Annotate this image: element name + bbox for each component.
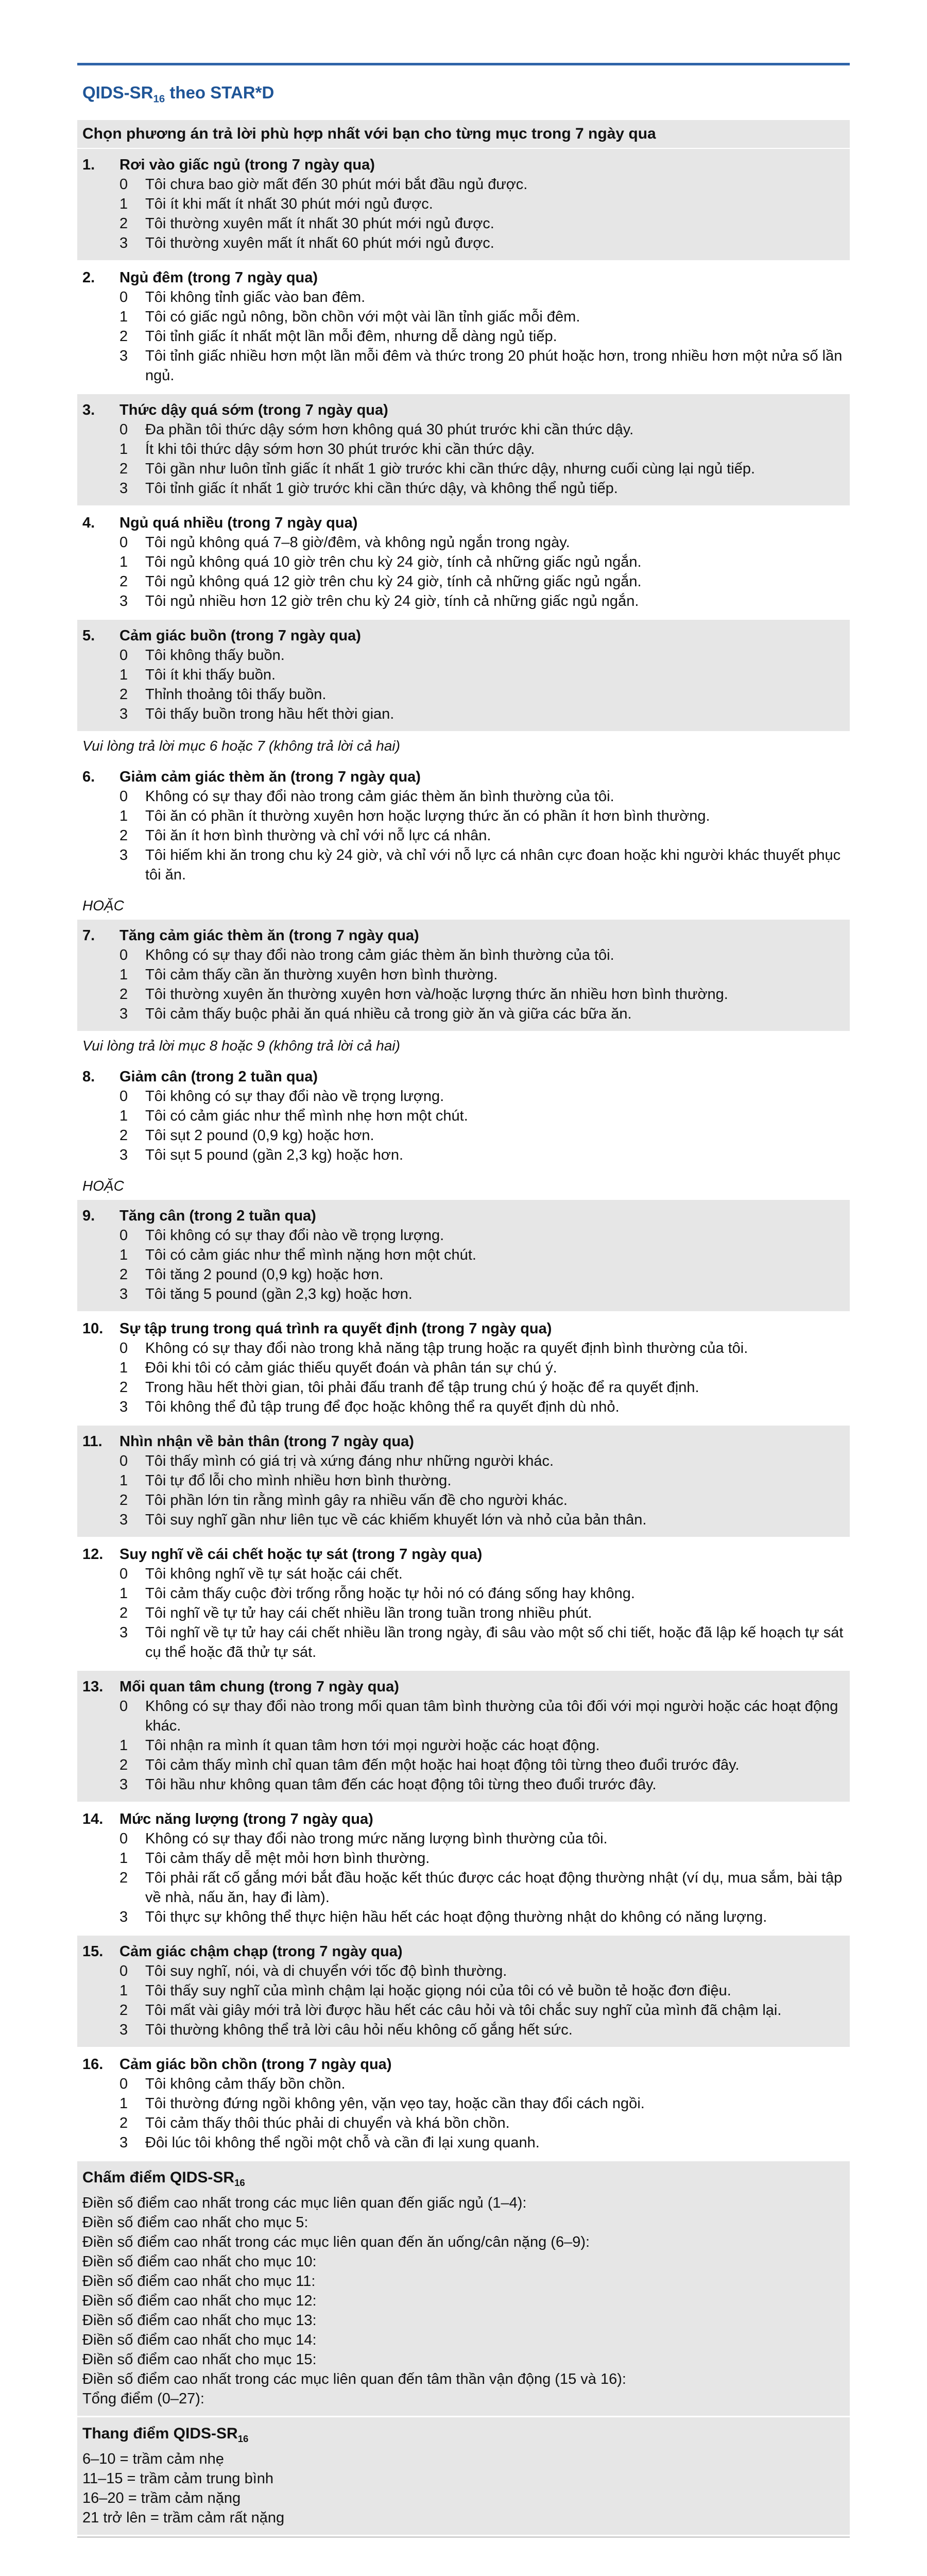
option-score: 2 [119, 1604, 128, 1621]
option-text: Tôi tăng 2 pound (0,9 kg) hoặc hơn. [145, 1266, 384, 1283]
bottom-rule [77, 2536, 850, 2538]
question-number: 6. [82, 768, 95, 785]
option-text: Tôi không nghĩ về tự sát hoặc cái chết. [145, 1565, 403, 1582]
option-score: 0 [119, 1698, 128, 1715]
answer-option [119, 826, 845, 845]
question-item [77, 394, 850, 507]
question-item [77, 1671, 850, 1803]
answer-option [119, 1584, 845, 1603]
option-score: 2 [119, 1266, 128, 1283]
option-text: Tôi cảm thấy thôi thúc phải di chuyển và khá bồn chồn. [145, 2114, 510, 2131]
answer-option [119, 2133, 845, 2153]
scoring-line: Tổng điểm (0–27): [82, 2390, 204, 2407]
option-text: Trong hầu hết thời gian, tôi phải đấu tranh để tập trung chú ý hoặc để ra quyết định. [145, 1379, 699, 1396]
answer-option [119, 2001, 845, 2020]
option-score: 3 [119, 2134, 128, 2151]
answer-option [119, 1981, 845, 2001]
option-score: 1 [119, 1107, 128, 1124]
option-text: Tôi không có sự thay đổi nào về trọng lượng. [145, 1088, 444, 1105]
answer-option [119, 985, 845, 1004]
answer-option [119, 287, 845, 307]
question-item [77, 1061, 850, 1174]
answer-option [119, 1358, 845, 1378]
answer-option [119, 1736, 845, 1755]
option-score: 0 [119, 1830, 128, 1847]
question-number: 5. [82, 627, 95, 644]
answer-option [119, 327, 845, 346]
answer-option [119, 1961, 845, 1981]
answer-option [119, 420, 845, 439]
question-title: Cảm giác chậm chạp (trong 7 ngày qua) [119, 1943, 403, 1960]
option-text: Không có sự thay đổi nào trong cảm giác thèm ăn bình thường của tôi. [145, 788, 614, 805]
option-text: Tôi ngủ không quá 7–8 giờ/đêm, và không ngủ ngắn trong ngày. [145, 534, 570, 551]
option-score: 3 [119, 234, 128, 251]
question-item [77, 2048, 850, 2161]
option-score: 2 [119, 1379, 128, 1396]
option-text: Tôi thấy buồn trong hầu hết thời gian. [145, 705, 394, 722]
answer-option [119, 806, 845, 826]
answer-option [119, 346, 845, 385]
answer-option [119, 1397, 845, 1417]
option-score: 2 [119, 827, 128, 844]
question-heading [82, 1809, 845, 1829]
scoring-line: Điền số điểm cao nhất trong các mục liên quan đến giấc ngủ (1–4): [82, 2194, 527, 2211]
question-title: Giảm cảm giác thèm ăn (trong 7 ngày qua) [119, 768, 421, 785]
option-score: 0 [119, 2075, 128, 2092]
option-text: Tôi không cảm thấy bồn chồn. [145, 2075, 346, 2092]
answer-option [119, 1907, 845, 1927]
question-item [77, 149, 850, 262]
option-text: Tôi ít khi thấy buồn. [145, 666, 276, 683]
instruction-note-8-9: Vui lòng trả lời mục 8 hoặc 9 (không trả lời cả hai) [77, 1032, 850, 1061]
option-text: Tôi ngủ không quá 12 giờ trên chu kỳ 24 giờ, tính cả những giấc ngủ ngắn. [145, 573, 642, 590]
option-text: Tôi mất vài giây mới trả lời được hầu hết các câu hỏi và tôi chắc suy nghĩ của mình đã chậm lại. [145, 2002, 782, 2019]
answer-option [119, 945, 845, 965]
question-item [77, 1538, 850, 1671]
question-heading [82, 513, 845, 533]
option-score: 0 [119, 1565, 128, 1582]
or-divider: HOẶC [77, 1174, 850, 1200]
scoring-section [77, 2161, 850, 2417]
answer-option [119, 1623, 845, 1662]
question-item [77, 1426, 850, 1538]
scale-section [77, 2417, 850, 2536]
answer-option [119, 194, 845, 214]
answer-option [119, 572, 845, 591]
option-text: Tôi sụt 5 pound (gần 2,3 kg) hoặc hơn. [145, 1146, 404, 1163]
option-text: Tôi không tỉnh giấc vào ban đêm. [145, 289, 366, 306]
answer-option [119, 591, 845, 611]
scale-lines [82, 2449, 845, 2528]
option-score: 3 [119, 1398, 128, 1415]
option-text: Tôi thường xuyên mất ít nhất 30 phút mới ngủ được. [145, 215, 494, 232]
option-score: 3 [119, 2021, 128, 2038]
question-heading [82, 1319, 845, 1338]
question-title: Nhìn nhận về bản thân (trong 7 ngày qua) [119, 1433, 414, 1450]
scale-line: 11–15 = trầm cảm trung bình [82, 2470, 274, 2487]
option-score: 1 [119, 553, 128, 570]
option-score: 0 [119, 788, 128, 805]
scoring-line: Điền số điểm cao nhất cho mục 10: [82, 2253, 317, 2270]
answer-option [119, 1775, 845, 1794]
option-text: Tôi không thể đủ tập trung để đọc hoặc không thể ra quyết định dù nhỏ. [145, 1398, 620, 1415]
question-heading [82, 926, 845, 945]
answer-option [119, 439, 845, 459]
option-text: Tôi thực sự không thể thực hiện hầu hết các hoạt động thường nhật do không có năng lượng. [145, 1908, 767, 1925]
question-item [77, 262, 850, 394]
scale-heading [82, 2424, 845, 2449]
option-score: 2 [119, 2114, 128, 2131]
question-heading [82, 1677, 845, 1697]
answer-option [119, 685, 845, 704]
question-title: Giảm cân (trong 2 tuần qua) [119, 1068, 318, 1085]
option-text: Tôi tỉnh giấc ít nhất một lần mỗi đêm, nhưng dễ dàng ngủ tiếp. [145, 328, 557, 345]
option-score: 3 [119, 1285, 128, 1302]
option-score: 2 [119, 460, 128, 477]
option-score: 1 [119, 308, 128, 325]
answer-option [119, 1490, 845, 1510]
question-heading [82, 268, 845, 287]
option-score: 3 [119, 347, 128, 364]
answer-option [119, 1378, 845, 1397]
option-score: 1 [119, 440, 128, 457]
option-text: Tôi thường xuyên ăn thường xuyên hơn và/hoặc lượng thức ăn nhiều hơn bình thường. [145, 986, 728, 1003]
option-score: 3 [119, 1776, 128, 1793]
option-score: 1 [119, 2095, 128, 2112]
option-text: Tôi hiếm khi ăn trong chu kỳ 24 giờ, và chỉ với nỗ lực cá nhân cực đoan hoặc khi người khác thuyết phục tôi ăn. [145, 846, 841, 883]
question-heading [82, 1545, 845, 1564]
question-number: 12. [82, 1546, 104, 1563]
document-title [77, 65, 850, 119]
answer-option [119, 2113, 845, 2133]
option-score: 1 [119, 1850, 128, 1867]
scoring-heading-main: Chấm điểm QIDS-SR [82, 2168, 235, 2186]
question-title: Ngủ đêm (trong 7 ngày qua) [119, 269, 318, 286]
answer-option [119, 1087, 845, 1106]
option-text: Tôi tự đổ lỗi cho mình nhiều hơn bình thường. [145, 1472, 452, 1489]
option-text: Tôi thường không thể trả lời câu hỏi nếu không cố gắng hết sức. [145, 2021, 573, 2038]
answer-option [119, 1004, 845, 1024]
question-number: 16. [82, 2056, 104, 2073]
or-divider: HOẶC [77, 893, 850, 920]
option-score: 0 [119, 421, 128, 438]
answer-option [119, 1510, 845, 1530]
option-text: Tôi tỉnh giấc ít nhất 1 giờ trước khi cần thức dậy, và không thể ngủ tiếp. [145, 480, 618, 497]
option-text: Tôi không có sự thay đổi nào về trọng lượng. [145, 1227, 444, 1244]
option-score: 0 [119, 176, 128, 193]
question-title: Tăng cảm giác thèm ăn (trong 7 ngày qua) [119, 927, 419, 944]
option-score: 0 [119, 1227, 128, 1244]
option-text: Tôi ngủ không quá 10 giờ trên chu kỳ 24 giờ, tính cả những giấc ngủ ngắn. [145, 553, 642, 570]
option-score: 1 [119, 966, 128, 983]
question-heading [82, 400, 845, 420]
answer-option [119, 1868, 845, 1907]
question-item [77, 920, 850, 1032]
title-main: QIDS-SR [82, 83, 153, 102]
option-score: 3 [119, 1511, 128, 1528]
scoring-line: Điền số điểm cao nhất cho mục 12: [82, 2292, 317, 2309]
option-text: Tôi thường đứng ngồi không yên, vặn vẹo tay, hoặc cần thay đổi cách ngồi. [145, 2095, 645, 2112]
scoring-line: Điền số điểm cao nhất trong các mục liên quan đến ăn uống/cân nặng (6–9): [82, 2233, 590, 2250]
option-text: Tôi thường xuyên mất ít nhất 60 phút mới ngủ được. [145, 234, 494, 251]
scoring-line: Điền số điểm cao nhất trong các mục liên quan đến tâm thần vận động (15 và 16): [82, 2370, 626, 2387]
question-number: 4. [82, 514, 95, 531]
question-heading [82, 1067, 845, 1087]
option-text: Tôi gần như luôn tỉnh giấc ít nhất 1 giờ trước khi cần thức dậy, nhưng cuối cùng lại ngủ tiếp. [145, 460, 756, 477]
scoring-heading [82, 2167, 845, 2193]
scoring-lines [82, 2193, 845, 2409]
option-score: 2 [119, 215, 128, 232]
option-text: Tôi suy nghĩ, nói, và di chuyển với tốc độ bình thường. [145, 1962, 507, 1979]
scale-heading-main: Thang điểm QIDS-SR [82, 2425, 238, 2442]
option-score: 3 [119, 480, 128, 497]
answer-option [119, 787, 845, 806]
option-score: 1 [119, 1246, 128, 1263]
instruction-note-6-7: Vui lòng trả lời mục 6 hoặc 7 (không trả lời cả hai) [77, 733, 850, 761]
question-number: 11. [82, 1433, 102, 1450]
option-text: Tôi cảm thấy cuộc đời trống rỗng hoặc tự hỏi nó có đáng sống hay không. [145, 1585, 635, 1602]
scale-line: 6–10 = trầm cảm nhẹ [82, 2450, 224, 2467]
question-heading [82, 1206, 845, 1226]
option-score: 1 [119, 666, 128, 683]
answer-option [119, 1603, 845, 1623]
question-number: 7. [82, 927, 95, 944]
question-title: Thức dậy quá sớm (trong 7 ngày qua) [119, 401, 388, 418]
answer-option [119, 233, 845, 253]
title-tail: theo STAR*D [165, 83, 274, 102]
option-score: 0 [119, 1962, 128, 1979]
option-text: Đôi lúc tôi không thể ngồi một chỗ và cần đi lại xung quanh. [145, 2134, 540, 2151]
question-number: 14. [82, 1810, 104, 1827]
option-score: 1 [119, 1359, 128, 1376]
scoring-line: Điền số điểm cao nhất cho mục 5: [82, 2214, 308, 2231]
option-text: Tôi sụt 2 pound (0,9 kg) hoặc hơn. [145, 1127, 374, 1144]
scale-heading-sub: 16 [237, 2433, 249, 2444]
option-score: 2 [119, 686, 128, 703]
question-item [77, 1803, 850, 1936]
option-text: Tôi cảm thấy buộc phải ăn quá nhiều cả trong giờ ăn và giữa các bữa ăn. [145, 1005, 632, 1022]
option-score: 0 [119, 647, 128, 664]
option-score: 0 [119, 289, 128, 306]
question-title: Sự tập trung trong quá trình ra quyết định (trong 7 ngày qua) [119, 1320, 552, 1337]
question-heading [82, 1432, 845, 1451]
option-score: 1 [119, 1982, 128, 1999]
option-text: Ít khi tôi thức dậy sớm hơn 30 phút trước khi cần thức dậy. [145, 440, 535, 457]
option-score: 2 [119, 1756, 128, 1773]
answer-option [119, 665, 845, 685]
question-title: Rơi vào giấc ngủ (trong 7 ngày qua) [119, 156, 375, 173]
answer-option [119, 1471, 845, 1490]
scale-line: 16–20 = trầm cảm nặng [82, 2489, 241, 2506]
question-title: Suy nghĩ về cái chết hoặc tự sát (trong 7 ngày qua) [119, 1546, 483, 1563]
option-text: Tôi suy nghĩ gần như liên tục về các khiếm khuyết lớn và nhỏ của bản thân. [145, 1511, 647, 1528]
option-text: Tôi có cảm giác như thể mình nặng hơn một chút. [145, 1246, 476, 1263]
question-item [77, 507, 850, 620]
option-score: 3 [119, 1624, 128, 1641]
answer-option [119, 459, 845, 479]
title-subscript: 16 [153, 93, 165, 105]
option-score: 2 [119, 1492, 128, 1509]
option-score: 1 [119, 1472, 128, 1489]
scoring-heading-sub: 16 [234, 2177, 245, 2188]
question-title: Tăng cân (trong 2 tuần qua) [119, 1207, 316, 1224]
option-score: 0 [119, 1452, 128, 1469]
option-score: 2 [119, 573, 128, 590]
question-title: Cảm giác bồn chồn (trong 7 ngày qua) [119, 2056, 392, 2073]
option-score: 3 [119, 846, 128, 863]
option-text: Không có sự thay đổi nào trong khả năng tập trung hoặc ra quyết định bình thường của tôi. [145, 1340, 748, 1357]
option-text: Tôi nghĩ về tự tử hay cái chết nhiều lần trong tuần trong nhiều phút. [145, 1604, 592, 1621]
option-text: Tôi có cảm giác như thể mình nhẹ hơn một chút. [145, 1107, 468, 1124]
scoring-line: Điền số điểm cao nhất cho mục 11: [82, 2273, 316, 2290]
question-item [77, 620, 850, 733]
answer-option [119, 1564, 845, 1584]
option-text: Tôi cảm thấy mình chỉ quan tâm đến một hoặc hai hoạt động tôi từng theo đuổi trước đây. [145, 1756, 740, 1773]
answer-option [119, 646, 845, 665]
question-item [77, 1313, 850, 1426]
option-text: Tôi cảm thấy cần ăn thường xuyên hơn bình thường. [145, 966, 498, 983]
answer-option [119, 1849, 845, 1868]
option-text: Tôi cảm thấy dễ mệt mỏi hơn bình thường. [145, 1850, 430, 1867]
question-heading [82, 767, 845, 787]
scale-line: 21 trở lên = trầm cảm rất nặng [82, 2509, 285, 2526]
answer-option [119, 845, 845, 885]
option-score: 2 [119, 986, 128, 1003]
option-text: Tôi có giấc ngủ nông, bồn chồn với một vài lần tỉnh giấc mỗi đêm. [145, 308, 580, 325]
question-heading [82, 1942, 845, 1961]
answer-option [119, 965, 845, 985]
question-title: Mức năng lượng (trong 7 ngày qua) [119, 1810, 373, 1827]
answer-option [119, 2020, 845, 2040]
option-score: 0 [119, 946, 128, 963]
option-text: Đôi khi tôi có cảm giác thiếu quyết đoán và phân tán sự chú ý. [145, 1359, 557, 1376]
answer-option [119, 1126, 845, 1145]
option-text: Tôi phần lớn tin rằng mình gây ra nhiều vấn đề cho người khác. [145, 1492, 568, 1509]
question-item [77, 761, 850, 893]
question-number: 13. [82, 1678, 104, 1695]
question-number: 10. [82, 1320, 104, 1337]
question-item [77, 1200, 850, 1313]
option-score: 0 [119, 1340, 128, 1357]
answer-option [119, 1338, 845, 1358]
option-text: Không có sự thay đổi nào trong cảm giác thèm ăn bình thường của tôi. [145, 946, 614, 963]
option-text: Tôi thấy suy nghĩ của mình chậm lại hoặc giọng nói của tôi có vẻ buồn tẻ hoặc đơn điệu. [145, 1982, 731, 1999]
option-text: Tôi ngủ nhiều hơn 12 giờ trên chu kỳ 24 giờ, tính cả những giấc ngủ ngắn. [145, 592, 639, 609]
option-score: 2 [119, 1127, 128, 1144]
option-text: Tôi chưa bao giờ mất đến 30 phút mới bắt đầu ngủ được. [145, 176, 528, 193]
question-title: Ngủ quá nhiều (trong 7 ngày qua) [119, 514, 358, 531]
question-title: Cảm giác buồn (trong 7 ngày qua) [119, 627, 361, 644]
scoring-line: Điền số điểm cao nhất cho mục 14: [82, 2331, 317, 2348]
item-list [77, 149, 850, 2161]
question-number: 1. [82, 156, 95, 173]
option-score: 1 [119, 1585, 128, 1602]
answer-option [119, 1697, 845, 1736]
option-text: Tôi tăng 5 pound (gần 2,3 kg) hoặc hơn. [145, 1285, 413, 1302]
question-number: 2. [82, 269, 95, 286]
option-text: Tôi phải rất cố gắng mới bắt đầu hoặc kết thúc được các hoạt động thường nhật (ví dụ, mua sắm, bài tập về nhà, nấu ăn, hay đi làm). [145, 1869, 843, 1906]
option-score: 1 [119, 1737, 128, 1754]
question-heading [82, 155, 845, 175]
answer-option [119, 479, 845, 498]
option-score: 0 [119, 534, 128, 551]
answer-option [119, 1106, 845, 1126]
answer-option [119, 1284, 845, 1304]
option-text: Tôi nhận ra mình ít quan tâm hơn tới mọi người hoặc các hoạt động. [145, 1737, 600, 1754]
option-text: Tôi nghĩ về tự tử hay cái chết nhiều lần trong ngày, đi sâu vào một số chi tiết, hoặc đã lập kế hoạch tự sát cụ thể hoặc đã thử tự sát. [145, 1624, 844, 1660]
option-score: 3 [119, 592, 128, 609]
answer-option [119, 1755, 845, 1775]
instruction: Chọn phương án trả lời phù hợp nhất với bạn cho từng mục trong 7 ngày qua [77, 119, 850, 149]
option-text: Tôi tỉnh giấc nhiều hơn một lần mỗi đêm và thức trong 20 phút hoặc hơn, trong nhiều hơn một nửa số lần ngủ. [145, 347, 843, 384]
answer-option [119, 214, 845, 233]
answer-option [119, 552, 845, 572]
option-score: 3 [119, 1146, 128, 1163]
question-number: 8. [82, 1068, 95, 1085]
answer-option [119, 704, 845, 724]
answer-option [119, 1226, 845, 1245]
question-number: 9. [82, 1207, 95, 1224]
option-score: 3 [119, 705, 128, 722]
answer-option [119, 1829, 845, 1849]
option-text: Tôi không thấy buồn. [145, 647, 285, 664]
option-score: 0 [119, 1088, 128, 1105]
option-score: 3 [119, 1005, 128, 1022]
option-text: Tôi thấy mình có giá trị và xứng đáng như những người khác. [145, 1452, 554, 1469]
option-score: 1 [119, 807, 128, 824]
option-text: Tôi hầu như không quan tâm đến các hoạt động tôi từng theo đuổi trước đây. [145, 1776, 657, 1793]
option-score: 1 [119, 195, 128, 212]
question-number: 3. [82, 401, 95, 418]
answer-option [119, 533, 845, 552]
option-text: Tôi ít khi mất ít nhất 30 phút mới ngủ được. [145, 195, 433, 212]
answer-option [119, 1265, 845, 1284]
question-heading [82, 626, 845, 646]
answer-option [119, 307, 845, 327]
question-item [77, 1936, 850, 2048]
option-text: Tôi ăn có phần ít thường xuyên hơn hoặc lượng thức ăn có phần ít hơn bình thường. [145, 807, 710, 824]
option-text: Không có sự thay đổi nào trong mức năng lượng bình thường của tôi. [145, 1830, 608, 1847]
questionnaire-page [0, 63, 927, 2576]
option-text: Đa phần tôi thức dậy sớm hơn không quá 30 phút trước khi cần thức dậy. [145, 421, 634, 438]
answer-option [119, 2094, 845, 2113]
answer-option [119, 2074, 845, 2094]
option-text: Tôi ăn ít hơn bình thường và chỉ với nỗ lực cá nhân. [145, 827, 491, 844]
option-text: Thỉnh thoảng tôi thấy buồn. [145, 686, 327, 703]
answer-option [119, 1245, 845, 1265]
answer-option [119, 1145, 845, 1165]
option-score: 2 [119, 2002, 128, 2019]
question-number: 15. [82, 1943, 104, 1960]
question-title: Mối quan tâm chung (trong 7 ngày qua) [119, 1678, 399, 1695]
option-score: 2 [119, 328, 128, 345]
scoring-line: Điền số điểm cao nhất cho mục 15: [82, 2351, 317, 2368]
answer-option [119, 1451, 845, 1471]
answer-option [119, 175, 845, 194]
option-text: Không có sự thay đổi nào trong mối quan tâm bình thường của tôi đối với mọi người hoặc các hoạt động khác. [145, 1698, 838, 1734]
option-score: 2 [119, 1869, 128, 1886]
option-score: 3 [119, 1908, 128, 1925]
question-heading [82, 2055, 845, 2074]
scoring-line: Điền số điểm cao nhất cho mục 13: [82, 2312, 317, 2329]
